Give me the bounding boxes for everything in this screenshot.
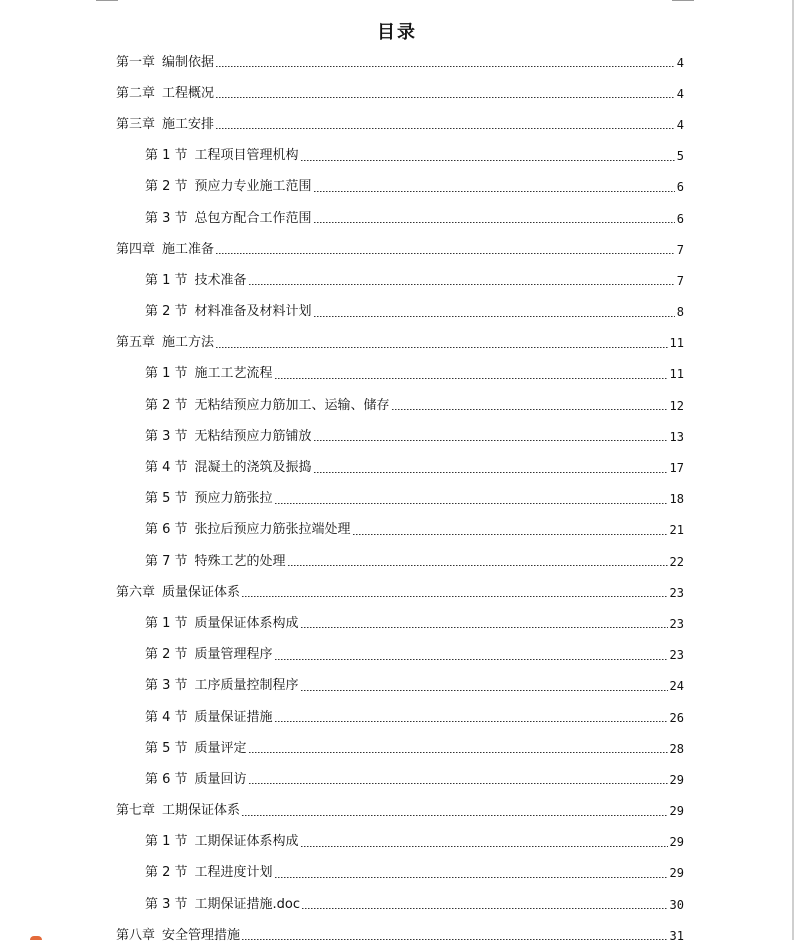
toc-dot-leader <box>314 222 675 223</box>
toc-entry-number: 第 2 节 <box>145 865 188 881</box>
crop-mark-right <box>672 0 694 1</box>
toc-entry-text: 工程进度计划 <box>194 865 273 881</box>
toc-section-entry[interactable] <box>0 733 794 764</box>
toc-entry-number: 第 3 节 <box>145 678 188 694</box>
toc-entry-number: 第一章 <box>116 54 156 70</box>
toc-section-entry[interactable] <box>0 671 794 702</box>
toc-entry-text: 工期保证措施.doc <box>194 896 301 912</box>
crop-mark-left <box>96 0 118 1</box>
toc-page-number: 11 <box>669 336 684 351</box>
toc-section-entry[interactable] <box>0 172 794 203</box>
toc-dot-leader <box>301 160 675 161</box>
toc-dot-leader <box>216 347 668 348</box>
toc-entry-text: 特殊工艺的处理 <box>194 553 286 569</box>
toc-entry-number: 第 6 节 <box>145 771 188 787</box>
toc-dot-leader <box>275 503 668 504</box>
toc-dot-leader <box>314 191 675 192</box>
toc-page-number: 4 <box>676 117 684 132</box>
toc-page-number: 30 <box>669 897 684 912</box>
toc-entry-text: 预应力筋张拉 <box>194 491 273 507</box>
toc-section-entry[interactable] <box>0 640 794 671</box>
toc-entry-text: 工期保证体系 <box>162 803 241 819</box>
toc-dot-leader <box>288 565 668 566</box>
toc-dot-leader <box>216 128 675 129</box>
toc-entry-number: 第五章 <box>116 335 156 351</box>
toc-dot-leader <box>275 378 668 379</box>
toc-entry-text: 总包方配合工作范围 <box>194 210 312 226</box>
toc-section-entry[interactable] <box>0 515 794 546</box>
toc-entry-number: 第 1 节 <box>145 615 188 631</box>
toc-page-number: 22 <box>669 554 684 569</box>
toc-section-entry[interactable] <box>0 764 794 795</box>
toc-page-number: 12 <box>669 398 684 413</box>
toc-title: 目录 <box>377 22 417 44</box>
toc-page-number: 6 <box>676 211 684 226</box>
toc-page-number: 18 <box>669 492 684 507</box>
toc-chapter-entry[interactable] <box>0 109 794 140</box>
toc-entry-text: 施工工艺流程 <box>194 366 273 382</box>
toc-dot-leader <box>314 316 675 317</box>
toc-page-number: 13 <box>669 429 684 444</box>
toc-dot-leader <box>275 659 668 660</box>
toc-entry-text: 质量保证体系构成 <box>194 615 299 631</box>
toc-entry-text: 工序质量控制程序 <box>194 678 299 694</box>
toc-entry-number: 第 1 节 <box>145 272 188 288</box>
toc-page-number: 23 <box>669 648 684 663</box>
corner-decoration <box>30 936 42 940</box>
toc-chapter-entry[interactable] <box>0 78 794 109</box>
toc-entry-number: 第 1 节 <box>145 834 188 850</box>
toc-entry-number: 第 2 节 <box>145 397 188 413</box>
toc-entry-text: 质量保证措施 <box>194 709 273 725</box>
toc-dot-leader <box>275 877 668 878</box>
toc-entry-number: 第四章 <box>116 241 156 257</box>
toc-entry-number: 第 3 节 <box>145 428 188 444</box>
toc-entry-text: 工程项目管理机构 <box>194 148 299 164</box>
toc-dot-leader <box>275 721 668 722</box>
toc-section-entry[interactable] <box>0 608 794 639</box>
toc-page-number: 31 <box>669 928 684 943</box>
toc-entry-number: 第 4 节 <box>145 460 188 476</box>
toc-page-number: 7 <box>676 273 684 288</box>
toc-entry-text: 技术准备 <box>194 272 247 288</box>
toc-page-number: 23 <box>669 616 684 631</box>
toc-chapter-entry[interactable] <box>0 328 794 359</box>
toc-page-number: 26 <box>669 710 684 725</box>
toc-entry-number: 第 2 节 <box>145 179 188 195</box>
toc-entry-text: 无粘结预应力筋铺放 <box>194 428 312 444</box>
toc-page-number: 11 <box>669 367 684 382</box>
toc-page-number: 4 <box>676 86 684 101</box>
toc-section-entry[interactable] <box>0 889 794 920</box>
toc-entry-text: 质量保证体系 <box>162 584 241 600</box>
toc-entry-text: 工期保证体系构成 <box>194 834 299 850</box>
toc-section-entry[interactable] <box>0 858 794 889</box>
toc-entry-text: 混凝土的浇筑及振捣 <box>194 460 312 476</box>
toc-entry-text: 预应力专业施工范围 <box>194 179 312 195</box>
toc-dot-leader <box>249 284 675 285</box>
toc-entry-text: 安全管理措施 <box>162 927 241 943</box>
toc-section-entry[interactable] <box>0 390 794 421</box>
toc-section-entry[interactable] <box>0 546 794 577</box>
toc-chapter-entry[interactable] <box>0 920 794 951</box>
toc-entry-number: 第 2 节 <box>145 304 188 320</box>
toc-entry-number: 第三章 <box>116 116 156 132</box>
toc-dot-leader <box>249 752 668 753</box>
toc-entry-text: 张拉后预应力筋张拉端处理 <box>194 522 351 538</box>
toc-entry-number: 第二章 <box>116 85 156 101</box>
toc-page-number: 17 <box>669 461 684 476</box>
toc-entry-number: 第 1 节 <box>145 366 188 382</box>
toc-page-number: 21 <box>669 523 684 538</box>
toc-page-number: 29 <box>669 866 684 881</box>
toc-dot-leader <box>301 690 668 691</box>
toc-section-entry[interactable] <box>0 297 794 328</box>
toc-chapter-entry[interactable] <box>0 796 794 827</box>
toc-dot-leader <box>314 472 668 473</box>
toc-dot-leader <box>301 846 668 847</box>
toc-entry-text: 施工准备 <box>162 241 215 257</box>
toc-entry-number: 第 7 节 <box>145 553 188 569</box>
toc-page-number: 29 <box>669 804 684 819</box>
toc-section-entry[interactable] <box>0 203 794 234</box>
toc-entry-number: 第 3 节 <box>145 210 188 226</box>
toc-page-number: 6 <box>676 180 684 195</box>
toc-chapter-entry[interactable] <box>0 47 794 78</box>
toc-entry-number: 第七章 <box>116 803 156 819</box>
toc-entry-text: 质量管理程序 <box>194 647 273 663</box>
toc-dot-leader <box>216 66 675 67</box>
toc-dot-leader <box>242 596 668 597</box>
toc-entry-number: 第 4 节 <box>145 709 188 725</box>
toc-dot-leader <box>301 627 668 628</box>
toc-page-number: 29 <box>669 772 684 787</box>
toc-page-number: 7 <box>676 242 684 257</box>
toc-page-number: 28 <box>669 741 684 756</box>
toc-section-entry[interactable] <box>0 702 794 733</box>
toc-entry-text: 质量回访 <box>194 771 247 787</box>
toc-section-entry[interactable] <box>0 421 794 452</box>
toc-page-number: 8 <box>676 305 684 320</box>
toc-dot-leader <box>353 534 668 535</box>
toc-chapter-entry[interactable] <box>0 577 794 608</box>
toc-entry-number: 第八章 <box>116 927 156 943</box>
toc-page-number: 4 <box>676 55 684 70</box>
toc-section-entry[interactable] <box>0 484 794 515</box>
toc-entry-text: 质量评定 <box>194 740 247 756</box>
toc-entry-text: 编制依据 <box>162 54 215 70</box>
toc-dot-leader <box>216 253 675 254</box>
toc-entry-number: 第六章 <box>116 584 156 600</box>
toc-entry-text: 材料准备及材料计划 <box>194 304 312 320</box>
toc-entry-text: 施工安排 <box>162 116 215 132</box>
toc-entry-number: 第 6 节 <box>145 522 188 538</box>
toc-section-entry[interactable] <box>0 141 794 172</box>
toc-dot-leader <box>314 440 668 441</box>
toc-chapter-entry[interactable] <box>0 234 794 265</box>
toc-dot-leader <box>242 815 668 816</box>
toc-dot-leader <box>216 97 675 98</box>
toc-entry-number: 第 3 节 <box>145 896 188 912</box>
toc-section-entry[interactable] <box>0 265 794 296</box>
toc-entry-text: 工程概况 <box>162 85 215 101</box>
toc-list <box>0 47 794 951</box>
toc-entry-number: 第 2 节 <box>145 647 188 663</box>
toc-page-number: 5 <box>676 149 684 164</box>
toc-entry-text: 施工方法 <box>162 335 215 351</box>
toc-dot-leader <box>249 783 668 784</box>
toc-page-number: 29 <box>669 835 684 850</box>
toc-entry-number: 第 5 节 <box>145 740 188 756</box>
toc-section-entry[interactable] <box>0 359 794 390</box>
toc-page-number: 24 <box>669 679 684 694</box>
toc-dot-leader <box>302 908 668 909</box>
toc-dot-leader <box>392 409 668 410</box>
toc-entry-number: 第 5 节 <box>145 491 188 507</box>
toc-section-entry[interactable] <box>0 452 794 483</box>
toc-page-number: 23 <box>669 585 684 600</box>
toc-section-entry[interactable] <box>0 827 794 858</box>
toc-entry-text: 无粘结预应力筋加工、运输、储存 <box>194 397 390 413</box>
toc-entry-number: 第 1 节 <box>145 148 188 164</box>
